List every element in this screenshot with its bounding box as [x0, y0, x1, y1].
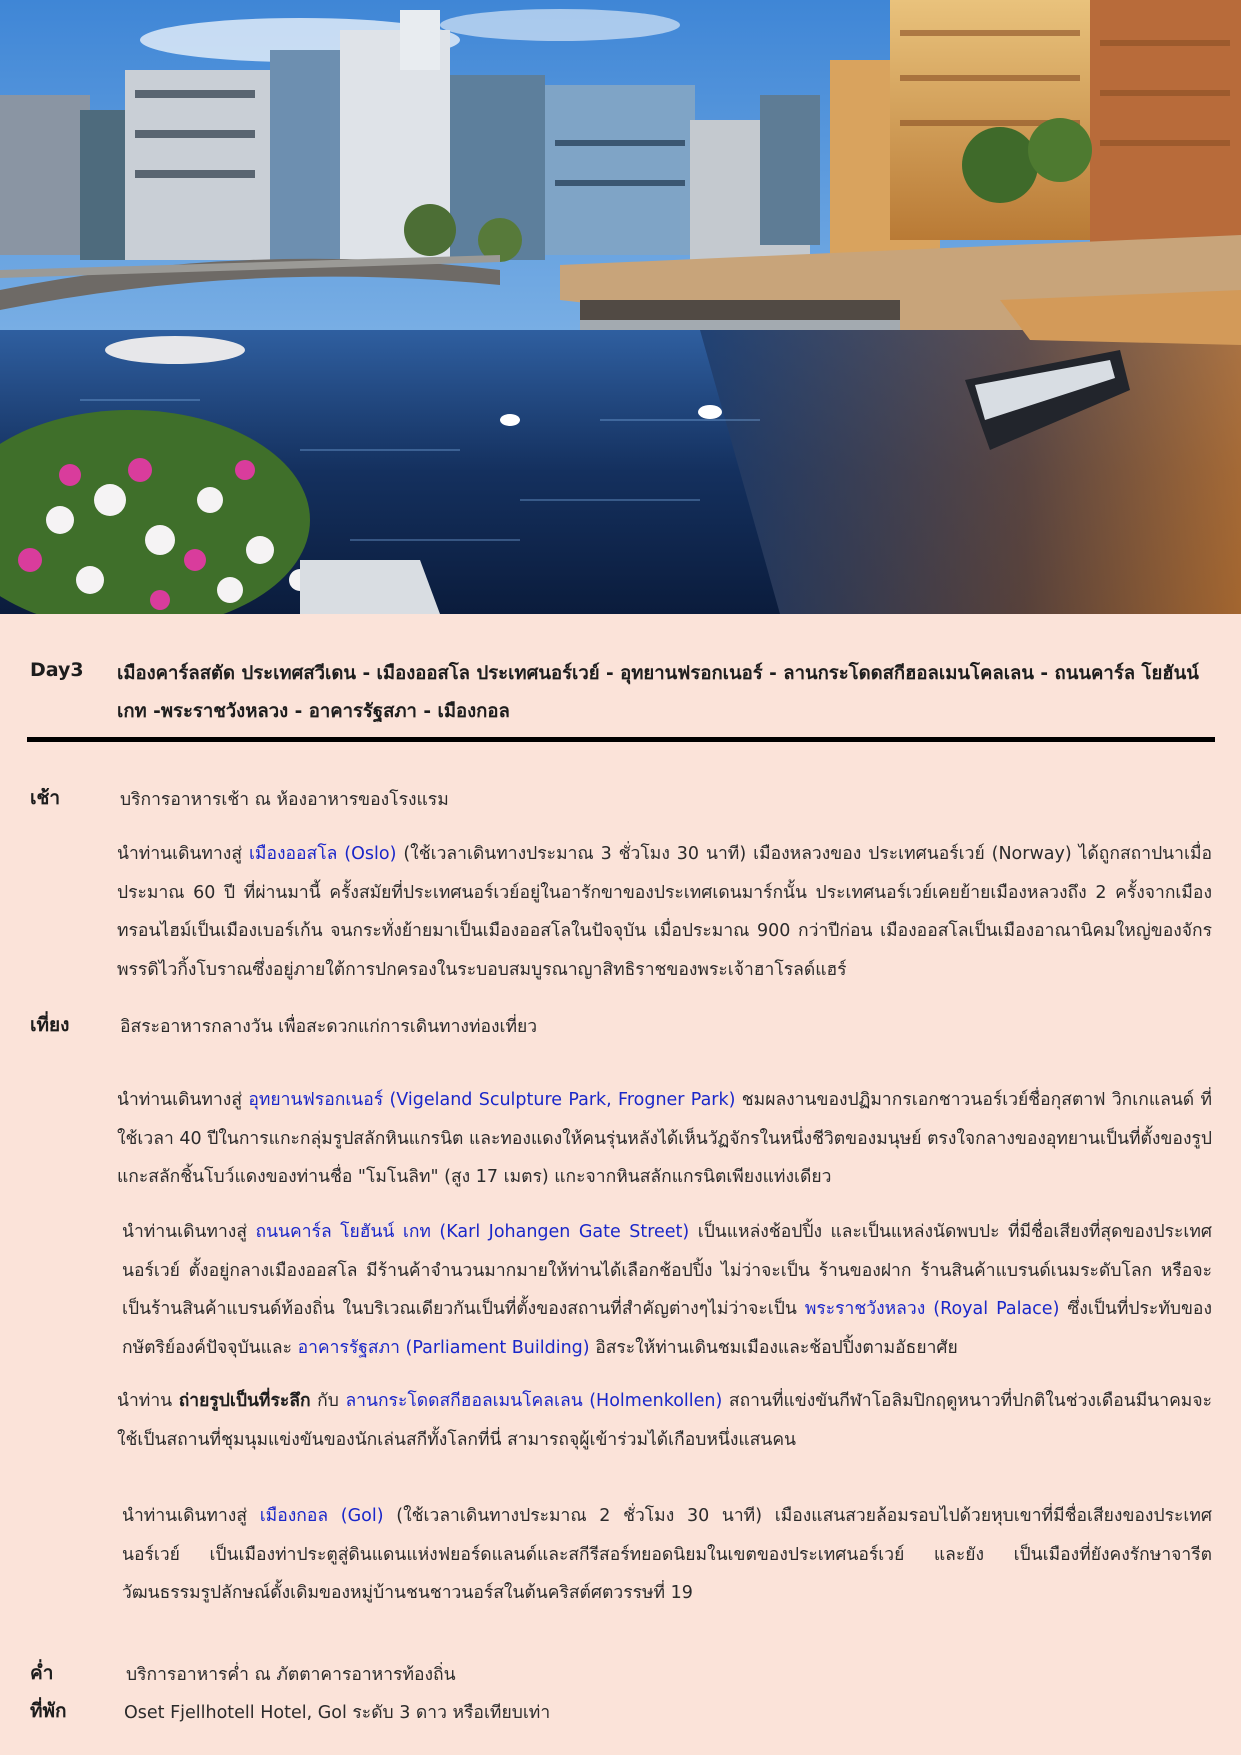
- hero-photo: [0, 0, 1241, 614]
- hotel-label: ที่พัก: [30, 1700, 67, 1722]
- paragraph-gol: [122, 1497, 1212, 1613]
- paragraph-oslo: [117, 835, 1212, 989]
- para-text: เป็นแหล่งช้อปปิ้ง และเป็นแหล่งนัดพบปะ ที่มีชื่อเสียงที่สุดของประเทศนอร์เวย์ ตั้งอยู่กลางเมืองออสโล มีร้านค้าจำนวนมากมายให้ท่านได้เลือกช้อปปิ้ง ไม่ว่าจะเป็น ร้านของฝาก ร้านสินค้าแบรนด์เนมระดับโลก หรือจะเป็นร้านสินค้าแบรนด์ท้องถิ่น ในบริเวณเดียวกันเป็นที่ตั้งของสถานที่สำคัญต่างๆไม่ว่าจะเป็น: [122, 1222, 1212, 1319]
- parliament-highlight: อาคารรัฐสภา (Parliament Building): [297, 1337, 590, 1358]
- hotel-text: Oset Fjellhotell Hotel, Gol ระดับ 3 ดาว หรือเทียบเท่า: [124, 1703, 551, 1723]
- para-text: อิสระให้ท่านเดินชมเมืองและช้อปปิ้งตามอัธยาศัย: [589, 1337, 958, 1358]
- para-text: นำท่านเดินทางสู่: [117, 1090, 249, 1110]
- dinner-label: ค่ำ: [30, 1662, 54, 1684]
- lunch-label: เที่ยง: [30, 1014, 70, 1036]
- para-text: กับ: [310, 1391, 346, 1411]
- vigeland-highlight: อุทยานฟรอกเนอร์ (Vigeland Sculpture Park, Frogner Park): [248, 1090, 736, 1110]
- para-text: สถานที่แข่งขันกีฬาโอลิมปิกฤดูหนาวที่ปกติในช่วงเดือนมีนาคมจะใช้เป็นสถานที่ชุมนุมแข่งขันของนักเล่นสกีทั้งโลกที่นี่ สามารถจุผู้เข้าร่วมได้เกือบหนึ่งแสนคน: [117, 1391, 1212, 1450]
- para-text: นำท่านเดินทางสู่: [122, 1506, 260, 1526]
- gol-highlight: เมืองกอล (Gol): [259, 1506, 384, 1526]
- header-divider: [27, 737, 1215, 742]
- paragraph-holmenkollen: [117, 1382, 1212, 1459]
- para-text: (ใช้เวลาเดินทางประมาณ 3 ชั่วโมง 30 นาที) เมืองหลวงของ ประเทศนอร์เวย์ (Norway) ได้ถูกสถาปนาเมื่อประมาณ 60 ปี ที่ผ่านมานี้ ครั้งสมัยที่ประเทศนอร์เวย์อยู่ในอารักขาของประเทศเดนมาร์กนั้น ประเทศนอร์เวย์เคยย้ายเมืองหลวงถึง 2 ครั้งจากเมืองทรอนไฮม์เป็นเมืองเบอร์เก้น จนกระทั่งย้ายมาเป็นเมืองออสโลในปัจจุบัน เมื่อประมาณ 900 กว่าปีก่อน เมืองออสโลเป็นเมืองอาณานิคมใหญ่ของจักรพรรดิไวกิ้งโบราณซึ่งอยู่ภายใต้การปกครองในระบอบสมบูรณาญาสิทธิราชของพระเจ้าฮาโรลด์แฮร์: [117, 844, 1213, 980]
- para-text: (ใช้เวลาเดินทางประมาณ 2 ชั่วโมง 30 นาที) เมืองแสนสวยล้อมรอบไปด้วยหุบเขาที่มีชื่อเสียงของประเทศนอร์เวย์ เป็นเมืองท่าประตูสู่ดินแดนแห่งฟยอร์ดแลนด์และสกีรีสอร์ทยอดนิยมในเขตของประเทศนอร์เวย์ และยัง เป็นเมืองที่ยังคงรักษาจารีตวัฒนธรรมรูปลักษณ์ดั้งเดิมของหมู่บ้านชนชาวนอร์สในต้นคริสต์ศตวรรษที่ 19: [122, 1506, 1213, 1603]
- para-text: นำท่านเดินทางสู่: [122, 1222, 256, 1242]
- paragraph-vigeland: [117, 1081, 1212, 1197]
- holmenkollen-highlight: ลานกระโดดสกีฮอลเมนโคลเลน (Holmenkollen): [345, 1391, 723, 1411]
- breakfast-text: บริการอาหารเช้า ณ ห้องอาหารของโรงแรม: [120, 790, 449, 810]
- oslo-highlight: เมืองออสโล (Oslo): [248, 844, 397, 864]
- royal-palace-highlight: พระราชวังหลวง (Royal Palace): [804, 1299, 1060, 1319]
- dinner-text: บริการอาหารค่ำ ณ ภัตตาคารอาหารท้องถิ่น: [126, 1665, 456, 1685]
- day-title: เมืองคาร์ลสตัด ประเทศสวีเดน - เมืองออสโล ประเทศนอร์เวย์ - อุทยานฟรอกเนอร์ - ลานกระโดดสกีฮอลเมนโคลเลน - ถนนคาร์ล โยฮันน์เกท -พระราชวังหลวง - อาคารรัฐสภา - เมืองกอล: [117, 663, 1199, 722]
- karl-johan-highlight: ถนนคาร์ล โยฮันน์ เกท (Karl Johangen Gate Street): [255, 1222, 690, 1242]
- para-text: ซึ่งเป็นที่ประทับของกษัตริย์องค์ปัจจุบันและ: [122, 1299, 1212, 1358]
- para-text: นำท่าน: [117, 1391, 179, 1411]
- para-text: นำท่านเดินทางสู่: [117, 844, 249, 864]
- lunch-text: อิสระอาหารกลางวัน เพื่อสะดวกแก่การเดินทางท่องเที่ยว: [120, 1017, 538, 1037]
- photo-bold: ถ่ายรูปเป็นที่ระลึก: [178, 1391, 311, 1411]
- breakfast-label: เช้า: [30, 787, 61, 809]
- para-text: ชมผลงานของปฏิมากรเอกชาวนอร์เวย์ชื่อกุสตาฟ วิกเกแลนด์ ที่ใช้เวลา 40 ปีในการแกะกลุ่มรูปสลักหินแกรนิต และทองแดงให้คนรุ่นหลังได้เห็นวัฏจักรในหนึ่งชีวิตของมนุษย์ ตรงใจกลางของอุทยานเป็นที่ตั้งของรูปแกะสลักชิ้นโบว์แดงของท่านชื่อ "โมโนลิท" (สูง 17 เมตร) แกะจากหินสลักแกรนิตเพียงแท่งเดียว: [117, 1090, 1213, 1187]
- day-label: Day3: [30, 659, 84, 681]
- paragraph-karl-johan: [122, 1213, 1212, 1367]
